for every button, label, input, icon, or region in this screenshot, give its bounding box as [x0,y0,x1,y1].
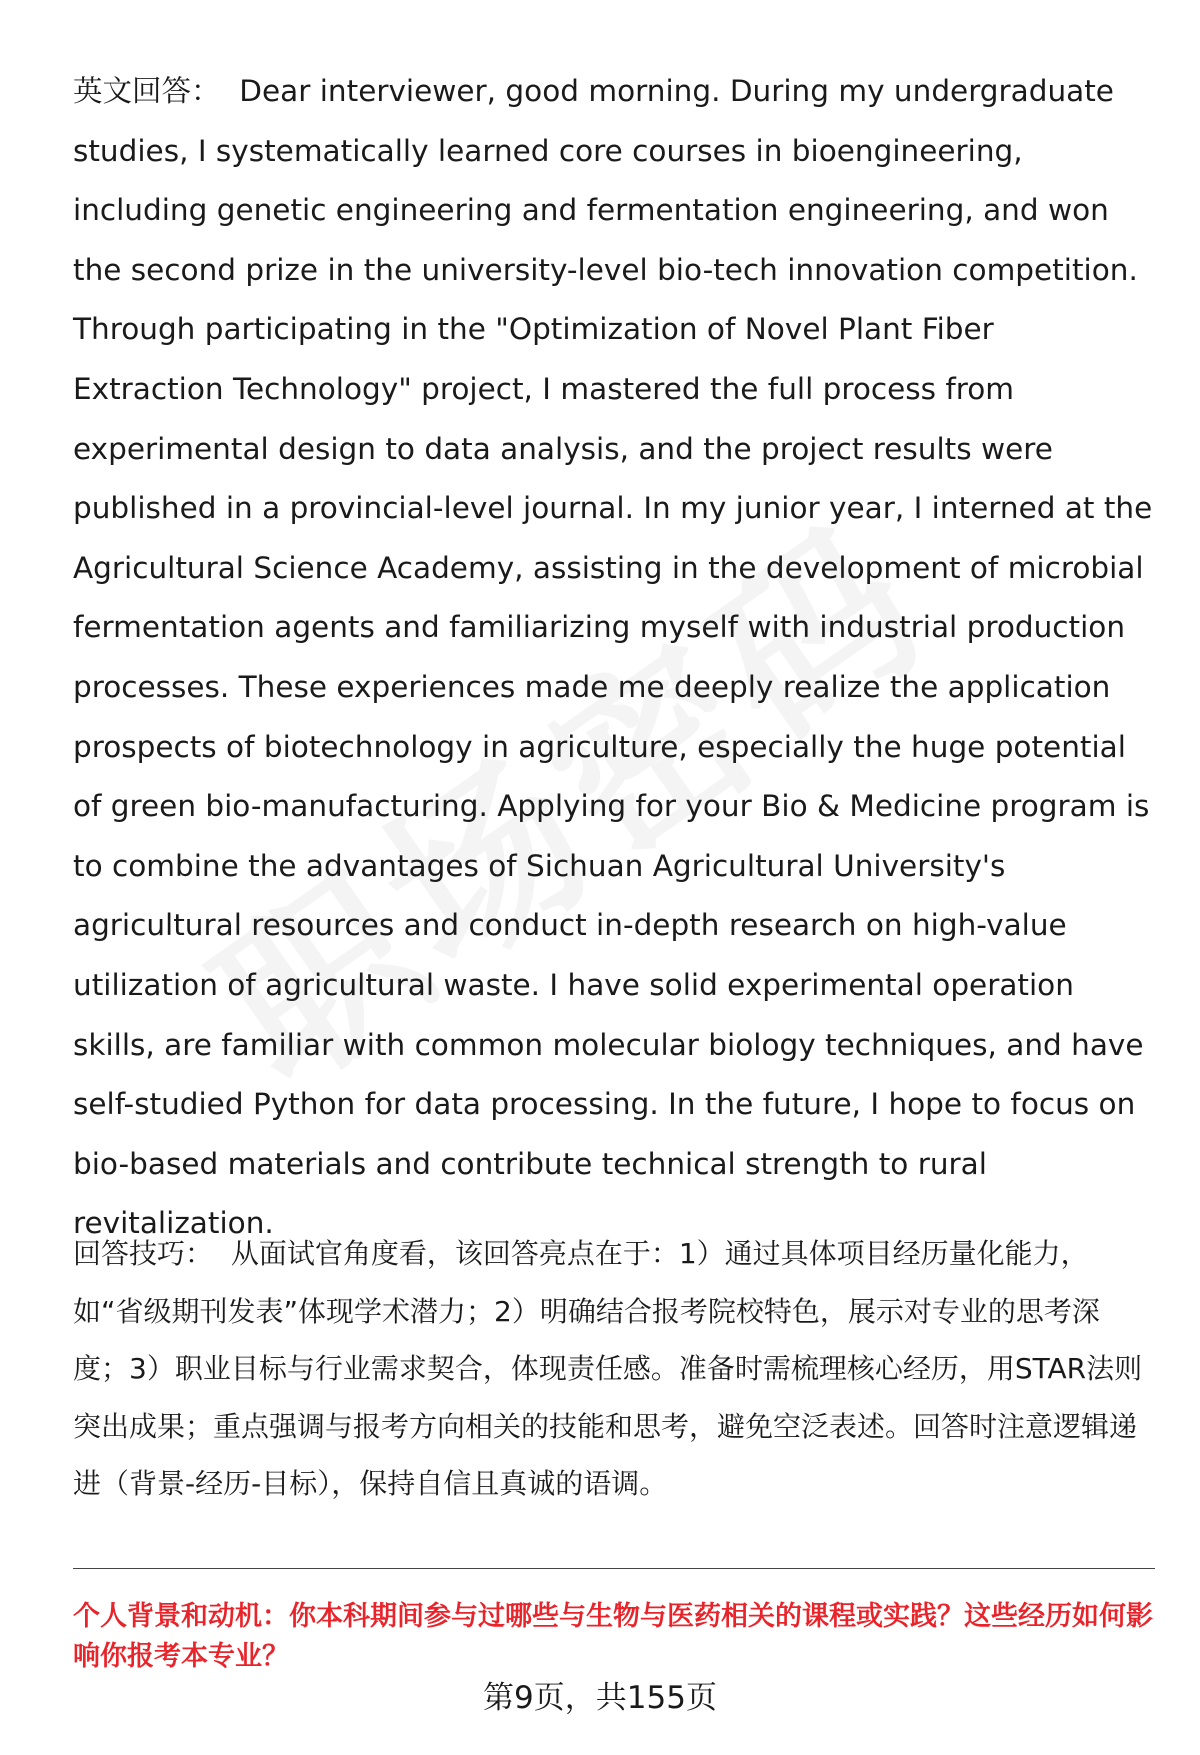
answer-tips-paragraph [73,1225,1153,1513]
english-answer-label: 英文回答： [73,74,221,108]
answer-tips-text: 从面试官角度看，该回答亮点在于：1）通过具体项目经历量化能力，如“省级期刊发表”体现学术潜力；2）明确结合报考院校特色，展示对专业的思考深度；3）职业目标与行业需求契合，体现责任感。准备时需梳理核心经历，用STAR法则突出成果；重点强调与报考方向相关的技能和思考，避免空泛表述。回答时注意逻辑递进（背景-经历-目标），保持自信且真诚的语调。 [73,1237,1143,1501]
answer-tips-label: 回答技巧： [73,1237,214,1270]
page-indicator: 第9页，共155页 [483,1680,717,1716]
next-question-heading: 个人背景和动机：你本科期间参与过哪些与生物与医药相关的课程或实践？这些经历如何影响你报考本专业？ [73,1601,1153,1672]
section-divider [73,1568,1155,1569]
english-answer-paragraph [73,62,1153,1254]
english-answer-text: Dear interviewer, good morning. During my undergraduate studies, I systematically learned core courses in bioengineering, including genetic engineering and fermentation engineering, and won the second prize in the university-level bio-tech innovation competition. Through participating in the "Optimization of Novel Plant Fiber Extraction Technology" project, I mastered the full process from experimental design to data analysis, and the project results were published in a provincial-level journal. In my junior year, I interned at the Agricultural Science Academy, assisting in the development of microbial fermentation agents and familiarizing myself with industrial production processes. These experiences made me deeply realize the application prospects of biotechnology in agriculture, especially the huge potential of green bio-manufacturing. Applying for your Bio & Medicine program is to combine the advantages of Sichuan Agricultural University's agricultural resources and conduct in-depth research on high-value utilization of agricultural waste. I have solid experimental operation skills, are familiar with common molecular biology techniques, and have self-studied Python for data processing. In the future, I hope to focus on bio-based materials and contribute technical strength to rural revitalization. [73,74,1153,1241]
